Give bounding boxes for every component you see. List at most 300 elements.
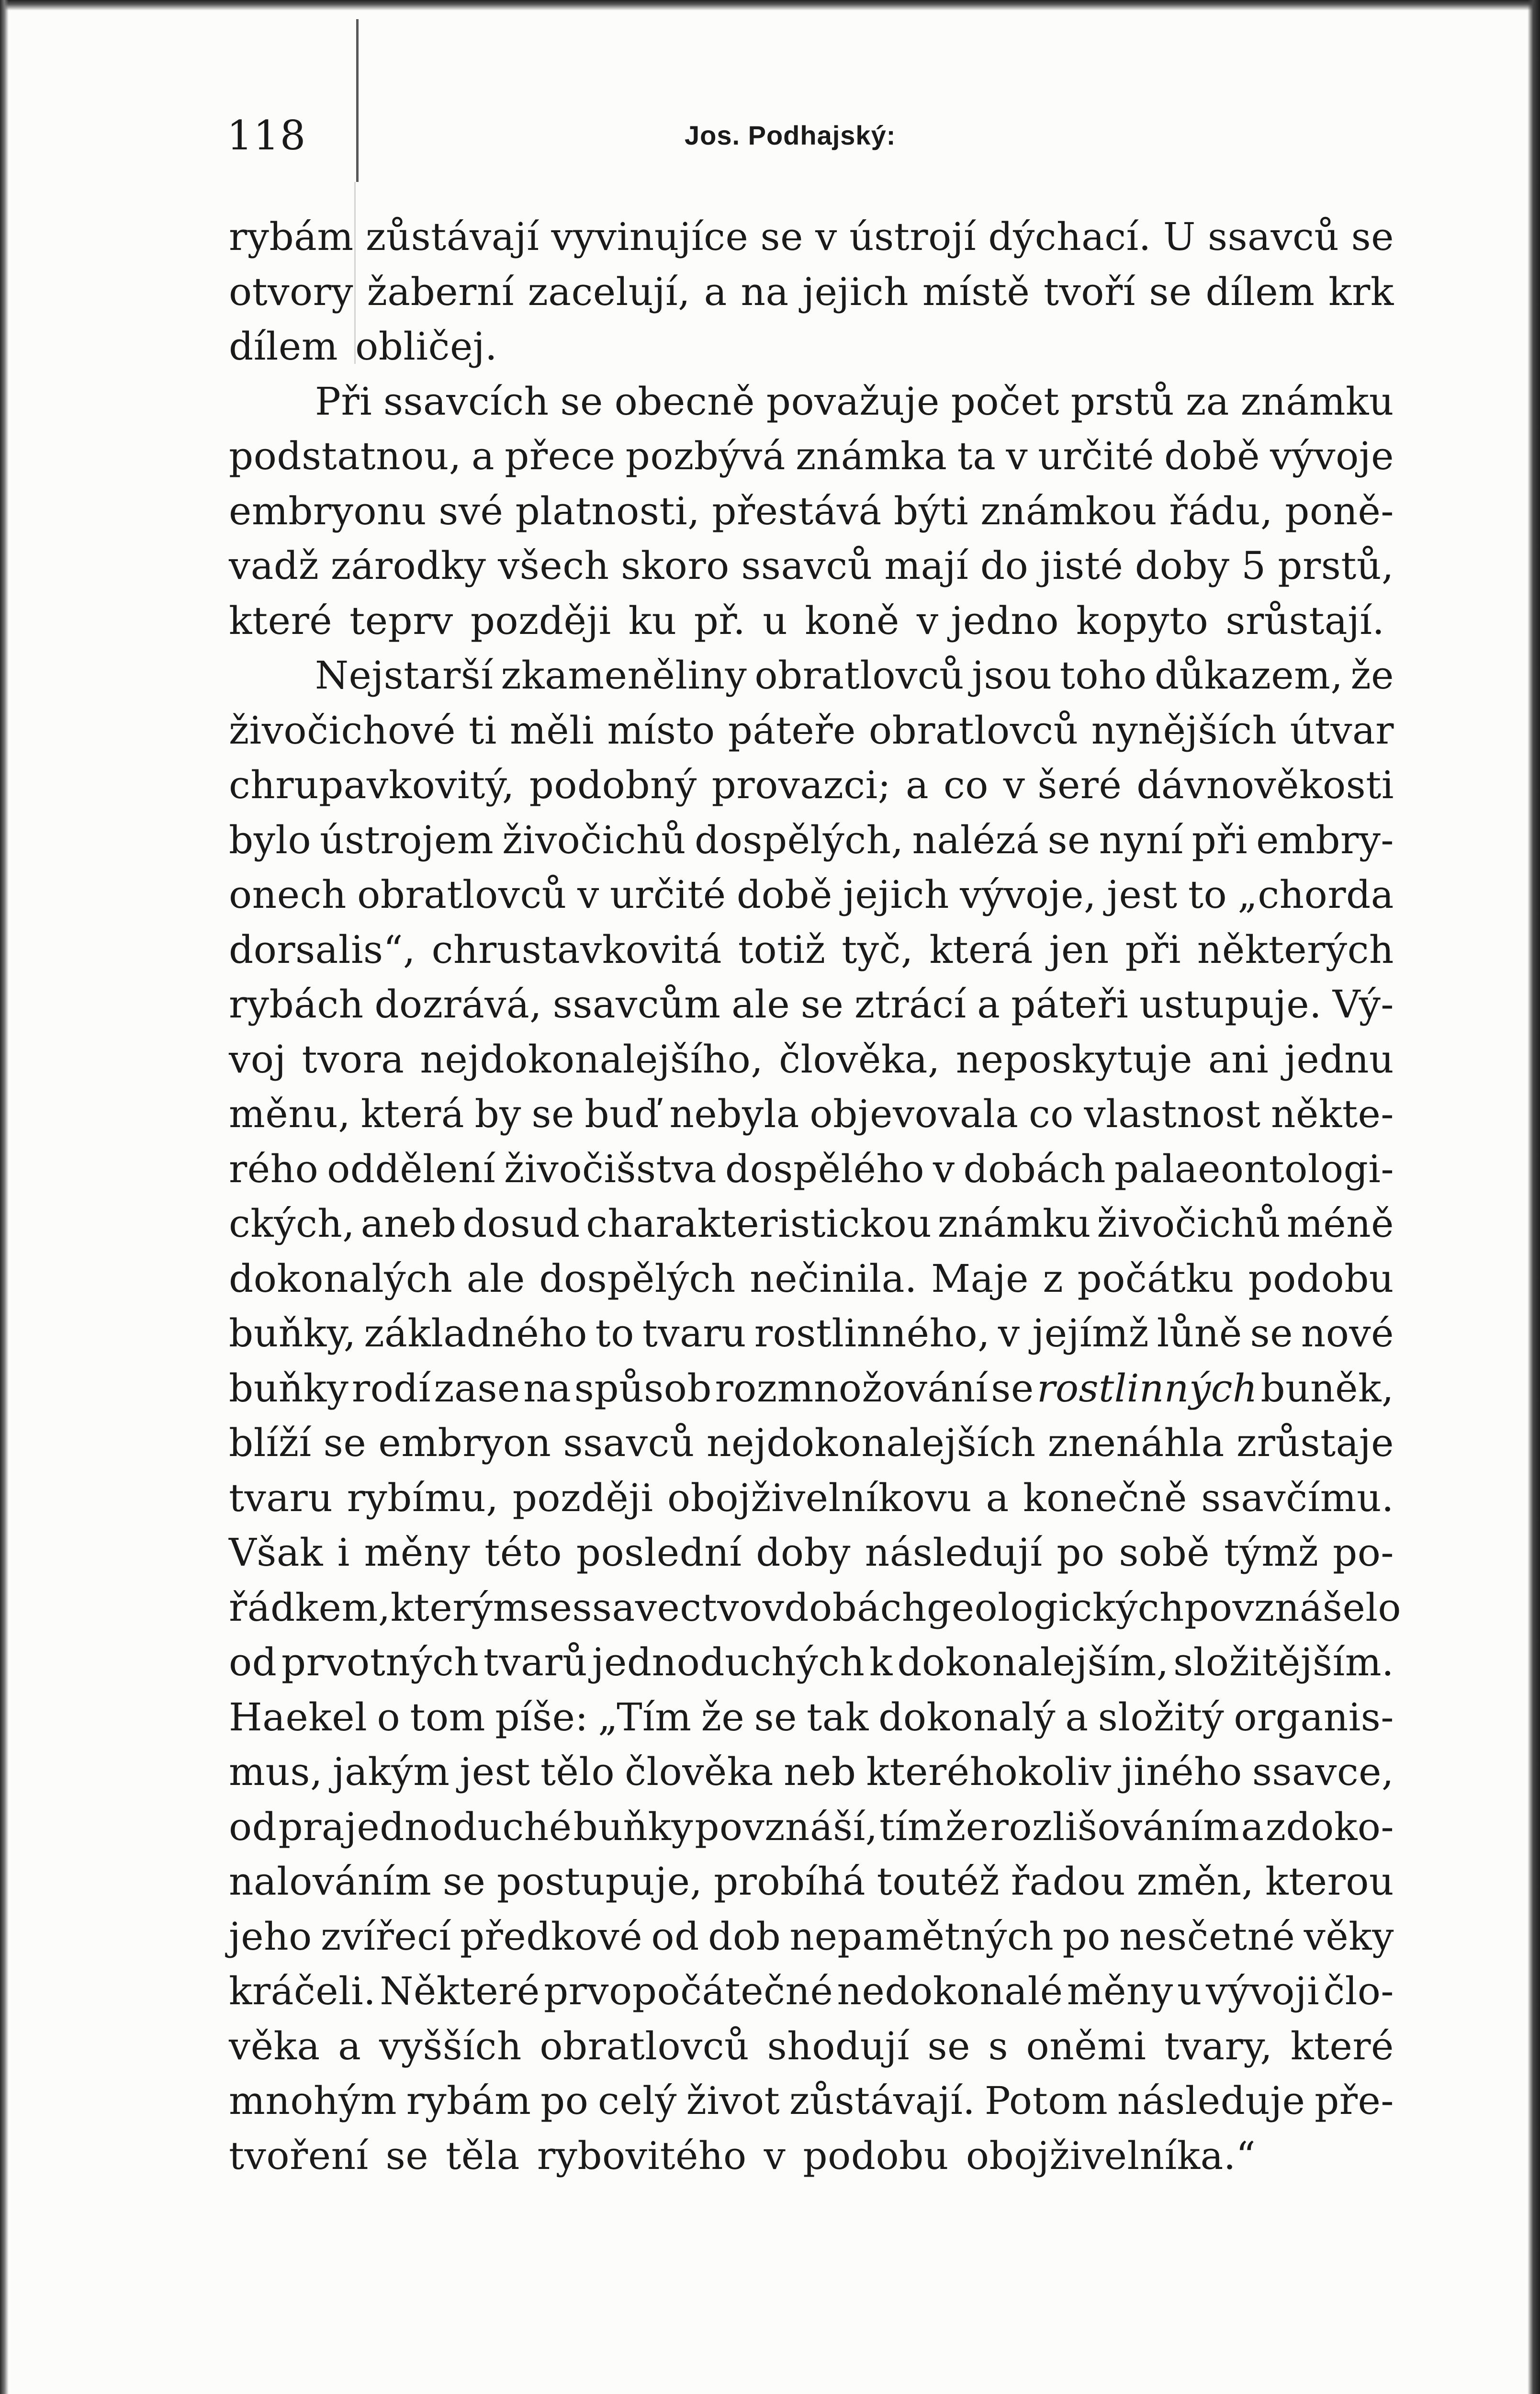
word: organis- — [1234, 1694, 1394, 1739]
word: do — [980, 543, 1029, 588]
word: dýchací. — [988, 215, 1151, 259]
text-line — [229, 1087, 1394, 1142]
word: palaeontologi- — [1114, 1146, 1394, 1191]
word: jeho — [229, 1914, 312, 1959]
word: a — [1241, 1804, 1264, 1849]
word: poně- — [1285, 488, 1394, 533]
text-line — [229, 868, 1394, 923]
word: kopyto — [1076, 598, 1209, 643]
word: buňky — [573, 1804, 694, 1849]
scan-edge-top — [0, 0, 1540, 11]
word: určité — [1038, 434, 1154, 478]
word: podobný — [529, 763, 697, 807]
word: složitý — [1098, 1694, 1225, 1739]
text-line — [229, 265, 1394, 320]
word: vývoje, — [960, 872, 1096, 917]
word: se — [442, 1859, 486, 1904]
word: povznáší, — [695, 1804, 878, 1849]
word: dílem — [229, 324, 338, 369]
word: mus, — [229, 1750, 323, 1794]
word: rodí — [351, 1366, 431, 1411]
word: ssavčímu. — [1201, 1475, 1394, 1520]
word: tvaru — [229, 1475, 333, 1520]
word: spůsob — [574, 1366, 712, 1411]
word: obratlovců — [868, 708, 1079, 753]
word: teprv — [349, 598, 453, 643]
word: obratlovců — [754, 653, 965, 698]
word: na — [523, 1366, 572, 1411]
word: která — [360, 1092, 465, 1136]
word: že — [1350, 653, 1394, 698]
word: v — [815, 215, 837, 259]
word: dokonalých — [229, 1256, 453, 1301]
word: od — [229, 1640, 277, 1684]
word: rybímu, — [347, 1475, 499, 1520]
word: rostlinných — [1037, 1366, 1258, 1411]
word: jednu — [1284, 1037, 1394, 1082]
word: známka — [796, 434, 947, 478]
word: se — [560, 379, 603, 424]
word: ssavců — [563, 1421, 695, 1465]
word: vývoje — [1270, 434, 1394, 478]
text-line — [229, 484, 1394, 539]
word: že — [701, 1694, 745, 1739]
word: jest — [460, 1750, 530, 1794]
scan-edge-right — [1528, 0, 1540, 2394]
word: poslední — [576, 1530, 742, 1575]
word: obratlovců — [357, 872, 567, 917]
text-line — [229, 594, 1394, 649]
word: s — [988, 2023, 1009, 2068]
word: ssavectvo — [572, 1585, 763, 1630]
word: dokonalejším, — [897, 1640, 1169, 1684]
word: dospělého — [725, 1146, 925, 1191]
word: následuje — [1117, 2078, 1305, 2123]
text-line — [229, 429, 1394, 484]
word: dospělých — [539, 1256, 736, 1301]
text-line — [229, 1032, 1394, 1087]
word: Potom — [984, 2078, 1108, 2123]
word: geologických — [926, 1585, 1184, 1630]
word: a — [1065, 1694, 1089, 1739]
word: buď — [585, 1092, 659, 1136]
text-line — [229, 703, 1394, 758]
word: celý — [598, 2078, 677, 2123]
word: všech — [498, 543, 609, 588]
word: se — [529, 1585, 573, 1630]
word: předkové — [460, 1914, 643, 1959]
word: Haekel — [229, 1694, 368, 1739]
scan-edge-left — [0, 0, 9, 2394]
word: rého — [229, 1146, 319, 1191]
word: zůstávají. — [789, 2078, 976, 2123]
word: základného — [364, 1311, 587, 1355]
word: Nejstarší — [315, 653, 494, 698]
word: postupuje, — [496, 1859, 703, 1904]
word: tak — [807, 1694, 869, 1739]
word: blíží — [229, 1421, 312, 1465]
word: později — [512, 1475, 653, 1520]
word: se — [927, 2023, 970, 2068]
word: se — [385, 2133, 429, 2178]
word: se — [323, 1421, 367, 1465]
word: tvaru — [642, 1311, 747, 1355]
word: člověka — [625, 1750, 774, 1794]
word: živočichů — [502, 817, 686, 862]
word: to — [595, 1311, 634, 1355]
page-number: 118 — [227, 112, 307, 159]
word: po — [1062, 1914, 1111, 1959]
word: dokonalý — [878, 1694, 1056, 1739]
word: znenáhla — [1047, 1421, 1225, 1465]
word: voj — [229, 1037, 286, 1082]
word: nové — [1301, 1311, 1394, 1355]
word: člo- — [1323, 1969, 1394, 2013]
word: zkameněliny — [501, 653, 747, 698]
text-line — [229, 2019, 1394, 2074]
word: tom — [410, 1694, 485, 1739]
word: mají — [884, 543, 969, 588]
word: v — [762, 1585, 785, 1630]
word: doby — [1135, 543, 1230, 588]
word: mnohým — [229, 2078, 397, 2123]
word: chrustavkovitá — [431, 927, 722, 972]
word: neposkytuje — [955, 1037, 1193, 1082]
word: po — [1057, 1530, 1105, 1575]
word: buňky — [229, 1366, 349, 1411]
word: co — [1028, 1092, 1074, 1136]
body-text — [229, 210, 1402, 2183]
word: by — [474, 1092, 521, 1136]
word: povznášelo — [1184, 1585, 1402, 1630]
word: v — [764, 2133, 786, 2178]
word: chrupavkovitý, — [229, 763, 515, 807]
word: zrůstaje — [1236, 1421, 1394, 1465]
word: pozbývá — [625, 434, 786, 478]
text-line — [229, 1581, 1402, 1636]
word: dávnověkosti — [1136, 763, 1394, 807]
word: dosud — [462, 1201, 580, 1246]
word: ztrácí — [854, 982, 967, 1027]
word: v šeré — [1003, 763, 1122, 807]
word: se — [1149, 269, 1192, 314]
word: ssavcích — [383, 379, 549, 424]
word: určité — [610, 872, 726, 917]
text-line — [229, 1690, 1394, 1745]
word: člověka, — [779, 1037, 940, 1082]
word: otvory — [229, 269, 354, 314]
word: rybovitého — [537, 2133, 747, 2178]
word: nepamětných — [789, 1914, 1054, 1959]
word: ale — [731, 982, 790, 1027]
word: koně — [805, 598, 899, 643]
word: „Tím — [598, 1694, 692, 1739]
word: které — [229, 598, 333, 643]
word: změn, — [1136, 1859, 1254, 1904]
word: rozlišováním — [990, 1804, 1240, 1849]
word: rybách — [229, 982, 364, 1027]
word: živočichové — [229, 708, 456, 753]
word: době — [736, 872, 832, 917]
text-line — [229, 374, 1394, 429]
word: sobě — [1119, 1530, 1210, 1575]
word: embryon — [378, 1421, 551, 1465]
word: nalováním — [229, 1859, 432, 1904]
word: v — [1006, 434, 1028, 478]
word: ústrojem — [320, 817, 494, 862]
word: místo — [607, 708, 715, 753]
word: v — [577, 872, 599, 917]
word: že — [945, 1804, 989, 1849]
word: se — [531, 1092, 574, 1136]
word: k — [869, 1640, 893, 1684]
word: kterou — [1265, 1859, 1394, 1904]
word: někte- — [1271, 1092, 1394, 1136]
text-line — [229, 977, 1394, 1032]
word: nedokonalé — [837, 1969, 1063, 2013]
text-line — [229, 1909, 1394, 1965]
word: jejich — [802, 269, 909, 314]
text-line — [229, 2074, 1394, 2129]
word: bylo — [229, 817, 312, 862]
word: Vý- — [1332, 982, 1394, 1027]
word: buněk, — [1260, 1366, 1394, 1411]
word: provazci; — [711, 763, 891, 807]
word: tvoření — [229, 2133, 369, 2178]
word: obličej. — [355, 324, 498, 369]
word: od — [229, 1804, 277, 1849]
text-line — [229, 758, 1394, 813]
word: vývoji — [1206, 1969, 1320, 2013]
word: zvířecí — [321, 1914, 451, 1959]
word: dobách — [963, 1146, 1106, 1191]
word: jakým — [332, 1750, 450, 1794]
text-line — [229, 1635, 1394, 1690]
word: objevovala — [809, 1092, 1019, 1136]
word: ssavcům — [552, 982, 721, 1027]
word: jejich — [843, 872, 949, 917]
word: měny — [1067, 1969, 1173, 2013]
word: tyč, — [842, 927, 913, 972]
word: tělo — [540, 1750, 615, 1794]
text-line — [229, 648, 1394, 703]
word: a — [977, 982, 1000, 1027]
word: důkazem, — [1154, 653, 1343, 698]
word: řadou — [1011, 1859, 1126, 1904]
text-line — [229, 2129, 1394, 2184]
word: zdoko- — [1265, 1804, 1394, 1849]
word: dorsalis“, — [229, 927, 416, 972]
text-line — [229, 1525, 1394, 1581]
word: embry- — [1256, 817, 1394, 862]
word: v jejímž — [998, 1311, 1149, 1355]
word: život — [686, 2078, 780, 2123]
word: ústrojí — [849, 215, 977, 259]
word: zárodky — [330, 543, 486, 588]
word: v — [933, 1146, 955, 1191]
word: nyní — [1099, 817, 1183, 862]
word: jsou — [972, 653, 1052, 698]
word: skoro — [621, 543, 730, 588]
word: býti — [893, 488, 969, 533]
word: ta — [957, 434, 996, 478]
word: živočišstva — [504, 1146, 717, 1191]
word: se — [1047, 817, 1090, 862]
word: známku — [1240, 379, 1394, 424]
word: týmž — [1224, 1530, 1319, 1575]
text-line — [229, 319, 1394, 374]
word: vlastnost — [1084, 1092, 1261, 1136]
word: rybám — [406, 2078, 531, 2123]
word: po- — [1332, 1530, 1394, 1575]
word: kteréhokoliv — [866, 1750, 1112, 1794]
word: se — [800, 982, 844, 1027]
text-line — [229, 923, 1394, 978]
word: nejdokonalejších — [707, 1421, 1036, 1465]
word: Však — [229, 1530, 323, 1575]
text-line — [229, 210, 1394, 265]
word: dospělých, — [695, 817, 904, 862]
word: době — [1164, 434, 1260, 478]
text-line — [229, 1142, 1394, 1197]
word: jiného — [1121, 1750, 1242, 1794]
word: přece — [505, 434, 616, 478]
word: této — [484, 1530, 562, 1575]
word: tvary, — [1164, 2023, 1273, 2068]
running-head — [0, 109, 1540, 162]
word: dobách — [784, 1585, 927, 1630]
word: rybám — [229, 215, 354, 259]
word: přestává — [712, 488, 882, 533]
word: jen — [1049, 927, 1109, 972]
word: v jedno — [916, 598, 1059, 643]
running-title: Jos. Podhajský: — [685, 120, 896, 150]
word: podobu — [1248, 1256, 1394, 1301]
word: některých — [1197, 927, 1394, 972]
word: platnosti, — [515, 488, 700, 533]
word: nebyla — [669, 1092, 799, 1136]
word: za — [1186, 379, 1229, 424]
word: a — [704, 269, 727, 314]
word: obojživelníkovu — [667, 1475, 972, 1520]
word: ssavců — [1208, 215, 1339, 259]
text-line — [229, 1745, 1394, 1800]
word: při — [1192, 817, 1248, 862]
word: nalézá — [912, 817, 1039, 862]
text-line — [229, 539, 1394, 594]
text-line — [229, 1197, 1394, 1252]
text-line — [229, 1361, 1394, 1416]
word: útvar — [1290, 708, 1394, 753]
word: páteři — [1011, 982, 1129, 1027]
word: to — [1188, 872, 1227, 917]
text-line — [229, 1252, 1394, 1307]
text-line — [229, 1306, 1394, 1361]
word: následují — [865, 1530, 1043, 1575]
word: buňky, — [229, 1311, 356, 1355]
word: jisté — [1040, 543, 1124, 588]
word: považuje — [766, 379, 940, 424]
word: kráčeli. — [229, 1969, 376, 2013]
word: živočichů — [1097, 1201, 1281, 1246]
word: měli — [509, 708, 595, 753]
word: oddělení — [327, 1146, 496, 1191]
word: se — [754, 1694, 797, 1739]
word: tvora — [302, 1037, 405, 1082]
word: př. — [694, 598, 746, 643]
word: jest — [1107, 872, 1178, 917]
word: která — [929, 927, 1033, 972]
word: zacelují, — [528, 269, 691, 314]
word: totiž — [738, 927, 826, 972]
word: tvoří — [1043, 269, 1135, 314]
word: i — [337, 1530, 350, 1575]
word: zase — [434, 1366, 520, 1411]
word: složitějším. — [1173, 1640, 1394, 1684]
word: ckých, — [229, 1201, 355, 1246]
word: řádkem, — [229, 1585, 391, 1630]
word: Maje — [931, 1256, 1029, 1301]
word: nejdokonalejšího, — [420, 1037, 764, 1082]
word: měnu, — [229, 1092, 351, 1136]
word: známkou — [980, 488, 1158, 533]
word: známku — [937, 1201, 1091, 1246]
word: doby — [756, 1530, 851, 1575]
word: kterým — [390, 1585, 530, 1630]
word: dob — [708, 1914, 781, 1959]
word: o — [377, 1694, 401, 1739]
word: píše: — [495, 1694, 588, 1739]
word: tím — [879, 1804, 944, 1849]
word: ustupuje. — [1139, 982, 1322, 1027]
word: ani — [1208, 1037, 1269, 1082]
word: nesčetné — [1119, 1914, 1295, 1959]
word: z — [1043, 1256, 1064, 1301]
word: páteře — [728, 708, 856, 753]
word: na — [741, 269, 789, 314]
word: Při — [315, 379, 372, 424]
word: a — [986, 1475, 1009, 1520]
word: při — [1125, 927, 1181, 972]
word: věky — [1304, 1914, 1394, 1959]
word: obratlovců — [540, 2023, 750, 2068]
text-line — [229, 1800, 1394, 1855]
word: a — [338, 2023, 361, 2068]
word: u — [1177, 1969, 1202, 2013]
word: srůstají. — [1225, 598, 1385, 643]
text-line — [229, 813, 1394, 868]
word: toutéž — [877, 1859, 1000, 1904]
word: dozrává, — [374, 982, 542, 1027]
word: měny — [364, 1530, 471, 1575]
word: co — [943, 763, 989, 807]
word: ti — [469, 708, 497, 753]
word: prstů — [1070, 379, 1175, 424]
word: toho — [1059, 653, 1147, 698]
word: shodují — [767, 2023, 910, 2068]
word: U — [1163, 215, 1196, 259]
word: vyšších — [379, 2023, 522, 2068]
word: pře- — [1315, 2078, 1394, 2123]
word: později — [470, 598, 611, 643]
word: nynějších — [1091, 708, 1277, 753]
word: podstatnou, — [229, 434, 461, 478]
word: dílem — [1205, 269, 1315, 314]
word: které — [1290, 2023, 1394, 2068]
word: méně — [1286, 1201, 1394, 1246]
word: se — [1351, 215, 1394, 259]
word: embryonu — [229, 488, 427, 533]
